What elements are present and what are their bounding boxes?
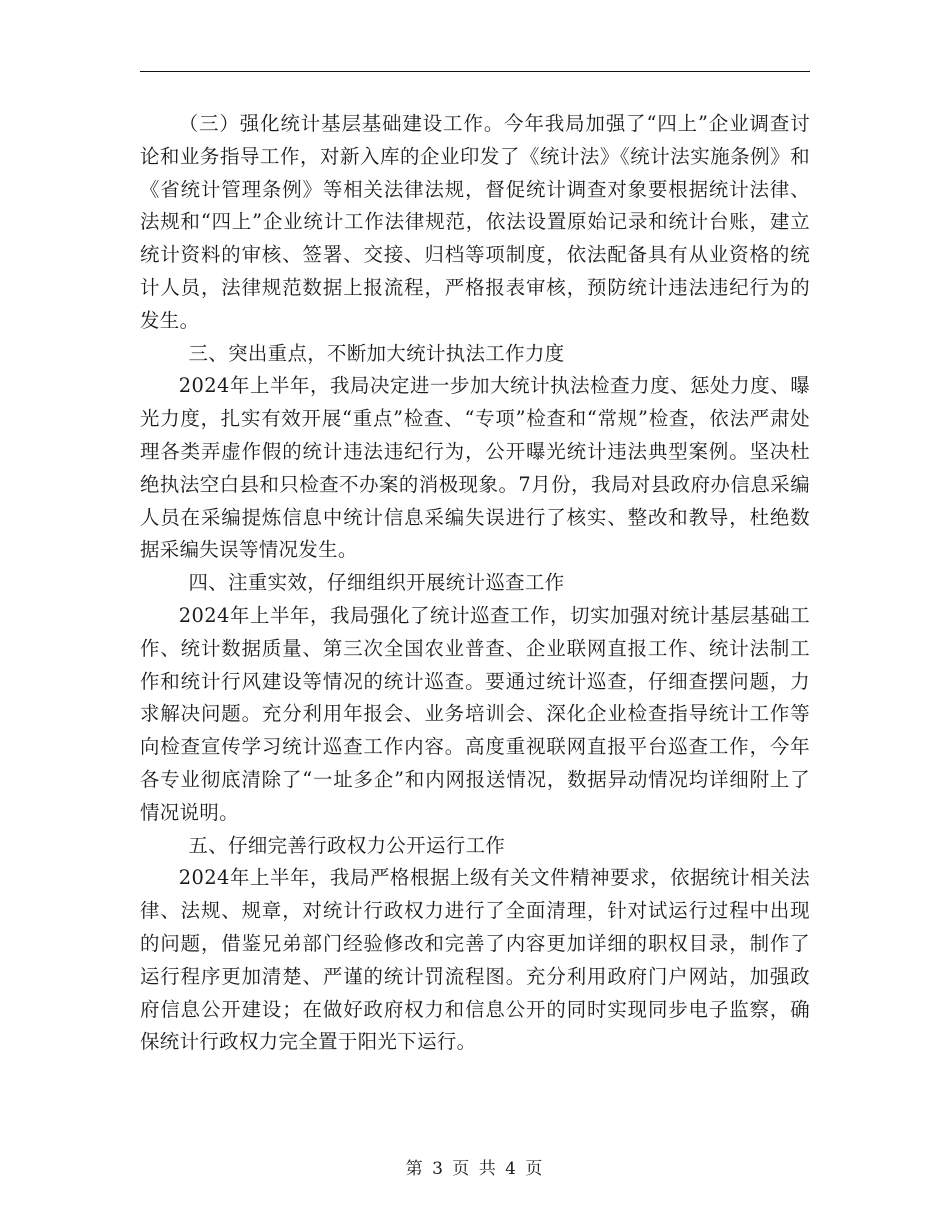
document-body [140, 108, 810, 1059]
header-rule [140, 71, 810, 72]
section-heading-5: 五、仔细完善行政权力公开运行工作 [188, 833, 506, 857]
section-heading-3: 三、突出重点，不断加大统计执法工作力度 [188, 341, 565, 365]
paragraph-inspection: 2024年上半年，我局强化了统计巡查工作，切实加强对统计基层基础工作、统计数据质量、第三次全国农业普查、企业联网直报工作、统计法制工作和统计行风建设等情况的统计巡查。要通过统计巡查，仔细查摆问题，力求解决问题。充分利用年报会、业务培训会、深化企业检查指导统计工作等向检查宣传学习统计巡查工作内容。高度重视联网直报平台巡查工作，今年各专业彻底清除了“一址多企”和内网报送情况，数据异动情况均详细附上了情况说明。 [140, 603, 810, 824]
section-heading-4: 四、注重实效，仔细组织开展统计巡查工作 [188, 571, 565, 595]
paragraph-enforcement: 2024年上半年，我局决定进一步加大统计执法检查力度、惩处力度、曝光力度，扎实有效开展“重点”检查、“专项”检查和“常规”检查，依法严肃处理各类弄虚作假的统计违法违纪行为，公开曝光统计违法典型案例。坚决杜绝执法空白县和只检查不办案的消极现象。7月份，我局对县政府办信息采编人员在采编提炼信息中统计信息采编失误进行了核实、整改和教导，杜绝数据采编失误等情况发生。 [140, 374, 810, 562]
paragraph-administrative-power: 2024年上半年，我局严格根据上级有关文件精神要求，依据统计相关法律、法规、规章，对统计行政权力进行了全面清理，针对试运行过程中出现的问题，借鉴兄弟部门经验修改和完善了内容更加详细的职权目录，制作了运行程序更加清楚、严谨的统计罚流程图。充分利用政府门户网站，加强政府信息公开建设；在做好政府权力和信息公开的同时实现同步电子监察，确保统计行政权力完全置于阳光下运行。 [140, 866, 810, 1054]
page-number-footer: 第 3 页 共 4 页 [405, 1159, 545, 1179]
paragraph-basic-construction: （三）强化统计基层基础建设工作。今年我局加强了“四上”企业调查讨论和业务指导工作，对新入库的企业印发了《统计法》《统计法实施条例》和《省统计管理条例》等相关法律法规，督促统计调查对象要根据统计法律、法规和“四上”企业统计工作法律规范，依法设置原始记录和统计台账，建立统计资料的审核、签署、交接、归档等项制度，依法配备具有从业资格的统计人员，法律规范数据上报流程，严格报表审核，预防统计违法违纪行为的发生。 [140, 112, 810, 332]
